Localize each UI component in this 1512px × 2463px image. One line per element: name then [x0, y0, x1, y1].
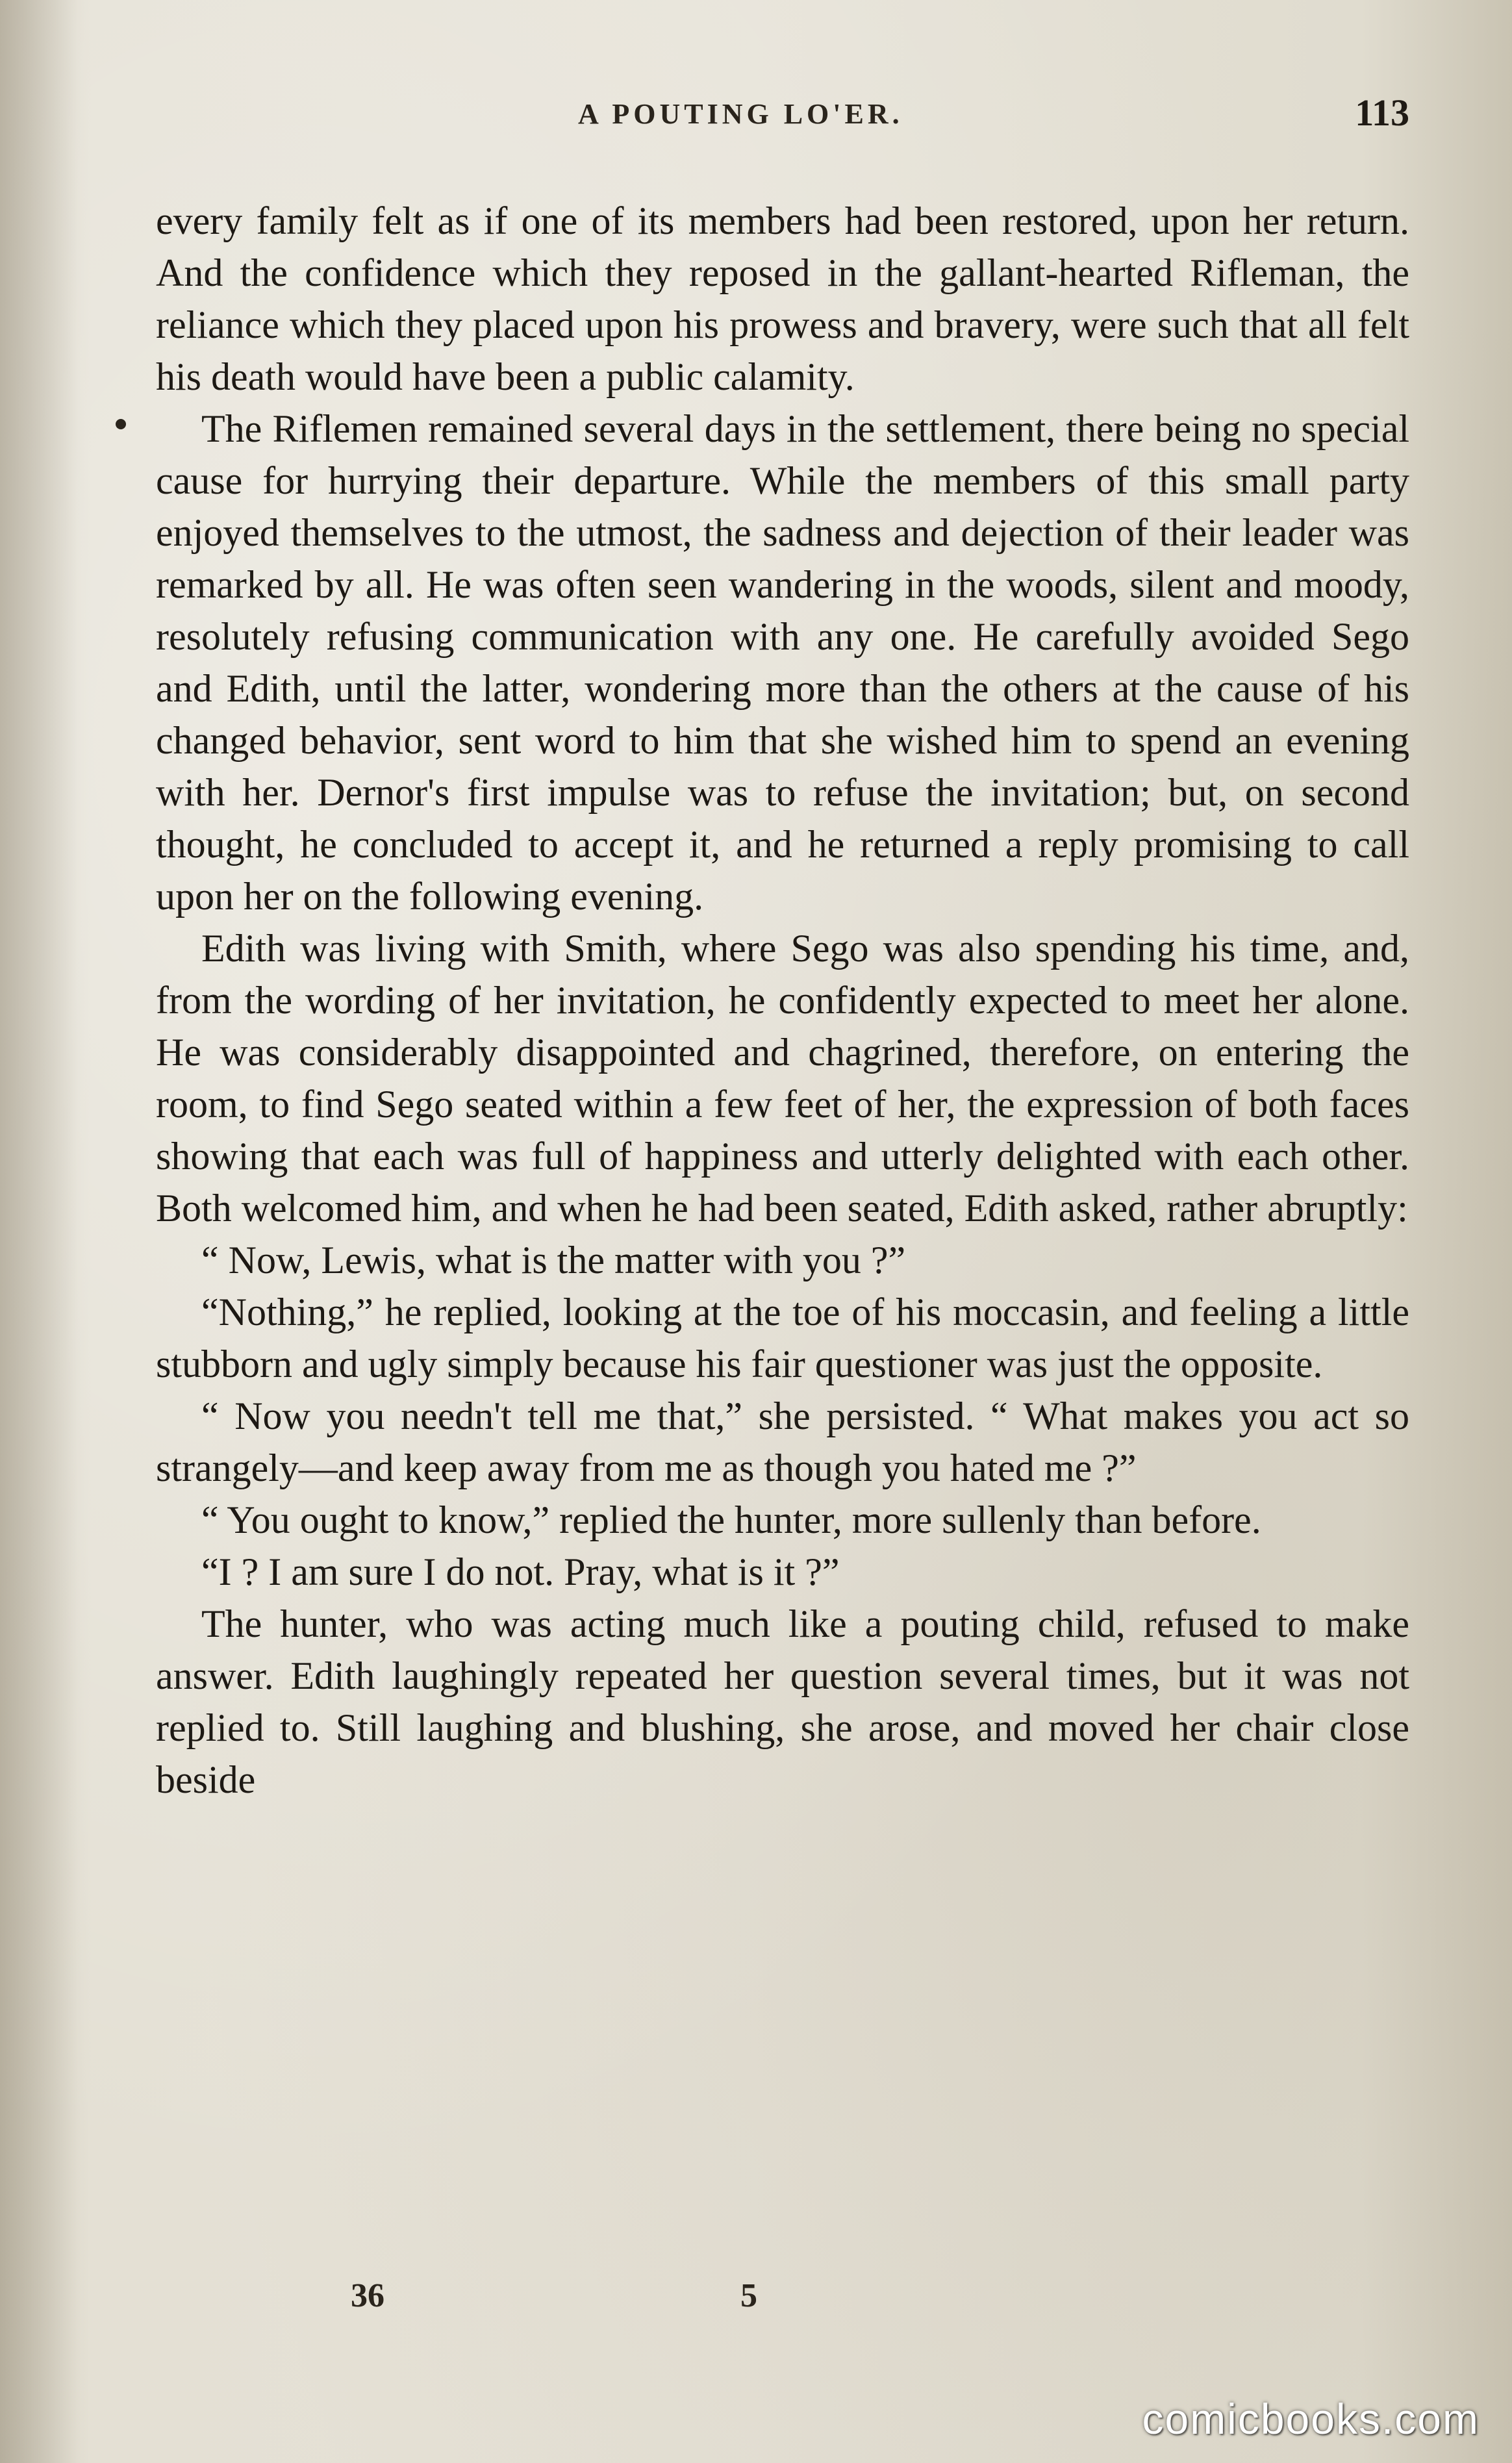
running-head: A POUTING LO'ER. [578, 98, 903, 130]
page-gutter-shadow [0, 0, 78, 2463]
page-footer [156, 2277, 1409, 2329]
dialogue-paragraph: “ You ought to know,” replied the hunter, more sullenly than before. [201, 1498, 1261, 1541]
dialogue-paragraph: “ Now you needn't tell me that,” she persisted. “ What makes you act so strangely—and keep away from me as though you hated me ?” [156, 1395, 1409, 1489]
paragraph: The Riflemen remained several days in the settlement, there being no special cause for hurrying their departure. While the members of this small party enjoyed themselves to the utmost, the sadness and dejection of their leader was remarked by all. He was often seen wandering in the woods, silent and moody, resolutely refusing communication with any one. He carefully avoided Sego and Edith, until the latter, wondering more than the others at the cause of his changed behavior, sent word to him that she wished him to spend an evening with her. Dernor's first impulse was to refuse the invitation; but, on second thought, he concluded to accept it, and he returned a reply promising to call upon her on the following evening. [156, 407, 1409, 918]
dialogue-paragraph: “ Now, Lewis, what is the matter with you ?” [201, 1239, 906, 1282]
margin-dot-mark [116, 419, 126, 429]
body-text [156, 195, 1409, 1806]
page-number: 113 [1355, 92, 1409, 134]
watermark: comicbooks.com [1142, 2395, 1480, 2443]
dialogue-paragraph: “Nothing,” he replied, looking at the toe of his moccasin, and feeling a little stubborn and ugly simply because his fair questioner was just the opposite. [156, 1291, 1409, 1385]
signature-mark: 36 [351, 2277, 384, 2314]
paragraph: every family felt as if one of its members had been restored, upon her return. And the confidence which they reposed in the gallant-hearted Rifleman, the reliance which they placed upon his prowess and bravery, were such that all felt his death would have been a public calamity. [156, 199, 1409, 398]
paragraph: Edith was living with Smith, where Sego was also spending his time, and, from the wording of her invitation, he confidently expected to meet her alone. He was considerably disappointed and chagrined, therefore, on entering the room, to find Sego seated within a few feet of her, the expression of both faces showing that each was full of happiness and utterly delighted with each other. Both welcomed him, and when he had been seated, Edith asked, rather abruptly: [156, 927, 1409, 1230]
page-header [156, 91, 1409, 143]
paragraph: The hunter, who was acting much like a pouting child, refused to make answer. Edith laughingly repeated her question several times, but it was not replied to. Still laughing and blushing, she arose, and moved her chair close beside [156, 1602, 1409, 1801]
dialogue-paragraph: “I ? I am sure I do not. Pray, what is it ?” [201, 1550, 840, 1593]
sheet-number: 5 [740, 2277, 757, 2314]
